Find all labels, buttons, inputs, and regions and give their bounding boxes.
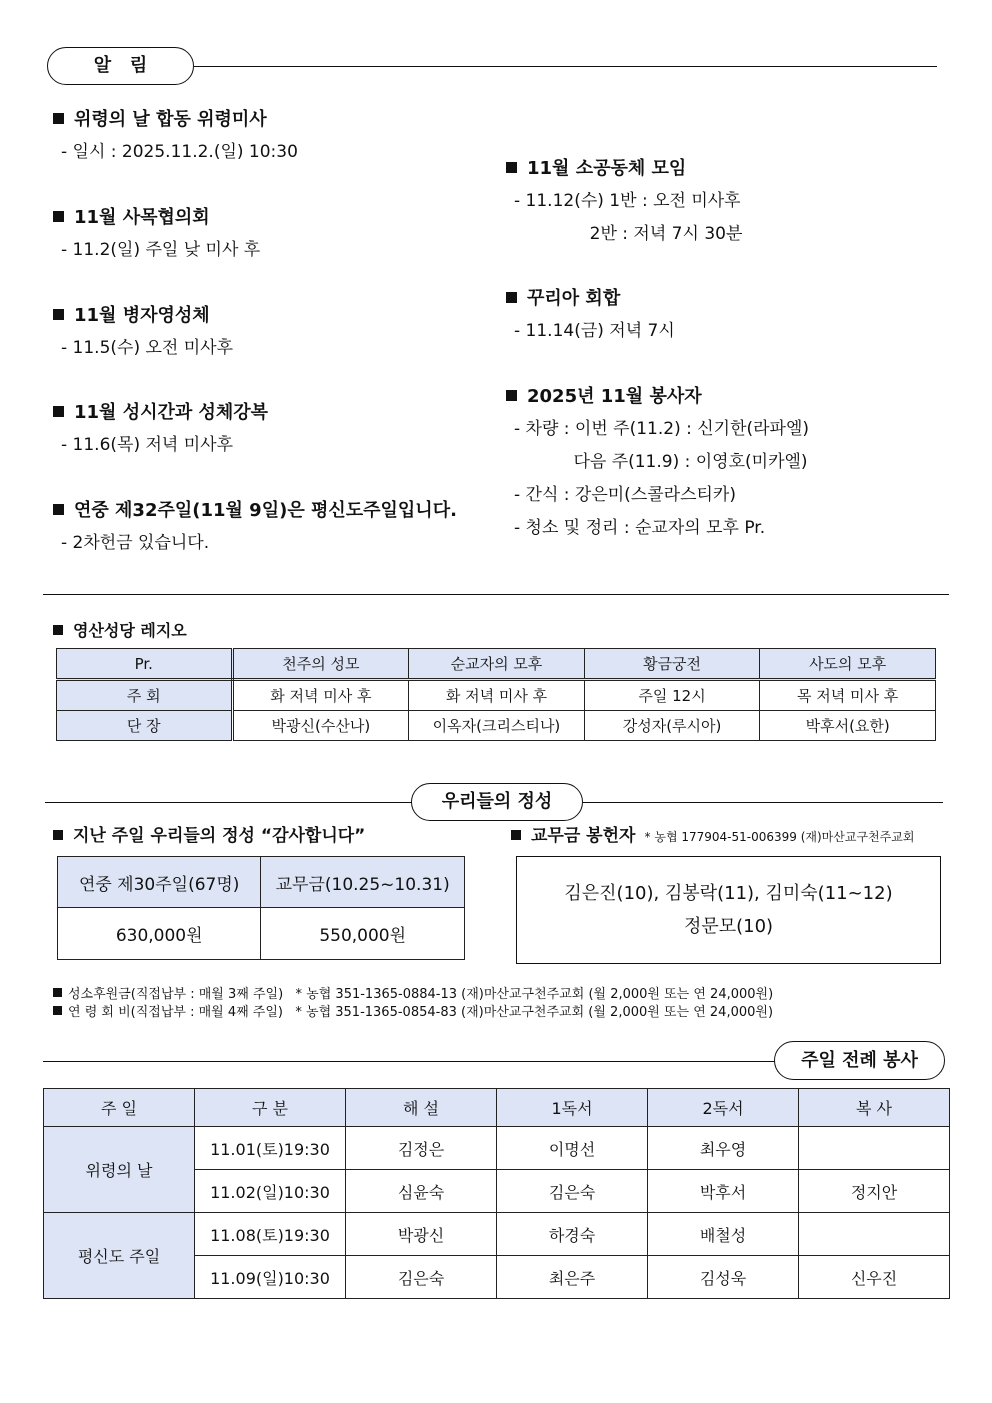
offering-rule-left xyxy=(45,802,412,803)
legio-cell: 화 저녁 미사 후 xyxy=(409,680,585,711)
offering-header-row xyxy=(58,857,465,908)
donor-line: 김은진(10), 김봉락(11), 김미숙(11~12) xyxy=(564,883,893,904)
liturgy-cell: 배철성 xyxy=(648,1213,799,1256)
notice-item-line: - 청소 및 정리 : 순교자의 모후 Pr. xyxy=(514,518,766,538)
notice-item-line: 2반 : 저녁 7시 30분 xyxy=(514,224,743,244)
offering-value-cell: 550,000원 xyxy=(261,908,465,960)
liturgy-header-row xyxy=(44,1089,950,1127)
liturgy-cell: 김은숙 xyxy=(497,1170,648,1213)
square-bullet-icon xyxy=(511,830,521,840)
legio-cell: 목 저녁 미사 후 xyxy=(760,680,936,711)
offering-left-title xyxy=(53,824,365,848)
legio-row-label: 단 장 xyxy=(57,711,233,741)
notice-item-title: 11월 소공동체 모임 xyxy=(527,158,687,179)
notice-item-line: - 11.5(수) 오전 미사후 xyxy=(61,338,233,358)
note-text: (직접납부 : 매월 3째 주일) * 농협 351-1365-0884-13 (재)마산교구천주교회 (월 2,000원 또는 연 24,000원) xyxy=(130,987,774,1002)
notice-item xyxy=(506,385,809,540)
payment-note xyxy=(53,986,773,1022)
notice-item-title: 위령의 날 합동 위령미사 xyxy=(74,109,267,130)
liturgy-header-cell: 주 일 xyxy=(44,1089,195,1127)
legio-header-cell: 사도의 모후 xyxy=(760,649,936,680)
notice-item-title: 2025년 11월 봉사자 xyxy=(527,386,702,407)
note-label: 성소후원금 xyxy=(68,987,131,1002)
liturgy-cell: 박광신 xyxy=(346,1213,497,1256)
liturgy-cell: 심윤숙 xyxy=(346,1170,497,1213)
legio-row xyxy=(57,711,936,741)
section-divider xyxy=(43,594,949,595)
note-text: (직접납부 : 매월 4째 주일) * 농협 351-1365-0854-83 (재)마산교구천주교회 (월 2,000원 또는 연 24,000원) xyxy=(130,1005,774,1020)
legio-row xyxy=(57,680,936,711)
legio-header-cell: 천주의 성모 xyxy=(232,649,409,680)
notice-item xyxy=(53,401,268,457)
notice-item-line: - 11.14(금) 저녁 7시 xyxy=(514,321,675,341)
square-bullet-icon xyxy=(506,292,517,303)
liturgy-group-name: 평신도 주일 xyxy=(44,1213,195,1299)
liturgy-row xyxy=(44,1127,950,1170)
liturgy-cell: 11.01(토)19:30 xyxy=(195,1127,346,1170)
legio-header-cell: 순교자의 모후 xyxy=(409,649,585,680)
liturgy-cell: 정지안 xyxy=(799,1170,950,1213)
liturgy-group-name: 위령의 날 xyxy=(44,1127,195,1213)
liturgy-table xyxy=(43,1088,950,1299)
donor-title-text: 교무금 봉헌자 xyxy=(531,826,636,846)
liturgy-cell: 11.02(일)10:30 xyxy=(195,1170,346,1213)
offering-header-label: 우리들의 정성 xyxy=(441,791,553,812)
offering-table xyxy=(57,856,465,960)
liturgy-cell: 11.08(토)19:30 xyxy=(195,1213,346,1256)
notice-item-line: - 11.2(일) 주일 낮 미사 후 xyxy=(61,240,261,260)
offering-value-row xyxy=(58,908,465,960)
notice-item-line: - 간식 : 강은미(스콜라스티카) xyxy=(514,485,736,505)
square-bullet-icon xyxy=(506,162,517,173)
offering-left-title-text: 지난 주일 우리들의 정성 “감사합니다” xyxy=(73,826,366,846)
notice-item-line: - 2차헌금 있습니다. xyxy=(61,533,210,553)
notice-item-title: 꾸리아 회합 xyxy=(527,288,621,309)
notice-item xyxy=(506,157,742,246)
notice-item xyxy=(53,304,233,360)
notice-header-rule xyxy=(194,66,937,67)
donor-account: * 농협 177904-51-006399 (재)마산교구천주교회 xyxy=(644,830,915,844)
offering-header-cell: 연중 제30주일(67명) xyxy=(58,857,261,908)
legio-header-row xyxy=(57,649,936,680)
square-bullet-icon xyxy=(53,1006,62,1015)
liturgy-cell: 신우진 xyxy=(799,1256,950,1299)
liturgy-header-cell: 구 분 xyxy=(195,1089,346,1127)
liturgy-cell: 김성욱 xyxy=(648,1256,799,1299)
liturgy-cell: 하경숙 xyxy=(497,1213,648,1256)
notice-item-title: 연중 제32주일(11월 9일)은 평신도주일입니다. xyxy=(74,500,457,521)
square-bullet-icon xyxy=(53,988,62,997)
legio-cell: 화 저녁 미사 후 xyxy=(232,680,409,711)
notice-item-line: - 11.12(수) 1반 : 오전 미사후 xyxy=(514,191,741,211)
notice-item xyxy=(506,287,675,343)
notice-item-line: - 11.6(목) 저녁 미사후 xyxy=(61,435,233,455)
legio-row-label: 주 회 xyxy=(57,680,233,711)
liturgy-header-cell: 2독서 xyxy=(648,1089,799,1127)
notice-item-title: 11월 병자영성체 xyxy=(74,305,210,326)
liturgy-cell: 최우영 xyxy=(648,1127,799,1170)
notice-header-label: 알 림 xyxy=(93,55,148,76)
offering-header-cell: 교무금(10.25~10.31) xyxy=(261,857,465,908)
legio-cell: 이옥자(크리스티나) xyxy=(409,711,585,741)
donor-line: 정문모(10) xyxy=(683,916,774,937)
note-label: 연 령 회 비 xyxy=(68,1005,131,1020)
notice-item-line: - 차량 : 이번 주(11.2) : 신기한(라파엘) xyxy=(514,419,810,439)
offering-header-pill xyxy=(411,783,583,821)
liturgy-rule xyxy=(43,1061,775,1062)
liturgy-cell: 박후서 xyxy=(648,1170,799,1213)
notice-item-line: 다음 주(11.9) : 이영호(미카엘) xyxy=(514,452,808,472)
notice-item xyxy=(53,108,298,164)
notice-item-title: 11월 성시간과 성체강복 xyxy=(74,402,269,423)
notice-header-pill xyxy=(47,47,194,85)
notice-item-line: - 일시 : 2025.11.2.(일) 10:30 xyxy=(61,142,298,162)
legio-header-cell: Pr. xyxy=(57,649,233,680)
legio-header-cell: 황금궁전 xyxy=(584,649,760,680)
liturgy-cell xyxy=(799,1213,950,1256)
notice-item-title: 11월 사목협의회 xyxy=(74,207,210,228)
legio-cell: 박후서(요한) xyxy=(760,711,936,741)
liturgy-header-label: 주일 전례 봉사 xyxy=(801,1050,918,1071)
offering-value-cell: 630,000원 xyxy=(58,908,261,960)
notice-item xyxy=(53,206,260,262)
donor-box xyxy=(516,856,941,964)
square-bullet-icon xyxy=(53,309,64,320)
legio-table xyxy=(56,648,936,741)
liturgy-header-cell: 1독서 xyxy=(497,1089,648,1127)
liturgy-header-pill xyxy=(774,1041,945,1080)
donor-title xyxy=(511,824,914,848)
liturgy-cell: 최은주 xyxy=(497,1256,648,1299)
square-bullet-icon xyxy=(53,625,63,635)
legio-title-text: 영산성당 레지오 xyxy=(73,621,187,640)
liturgy-cell: 11.09(일)10:30 xyxy=(195,1256,346,1299)
legio-cell: 강성자(루시아) xyxy=(584,711,760,741)
square-bullet-icon xyxy=(53,113,64,124)
offering-rule-right xyxy=(583,802,943,803)
liturgy-row xyxy=(44,1213,950,1256)
square-bullet-icon xyxy=(506,390,517,401)
legio-title xyxy=(53,619,187,643)
liturgy-cell: 이명선 xyxy=(497,1127,648,1170)
liturgy-cell: 김정은 xyxy=(346,1127,497,1170)
square-bullet-icon xyxy=(53,830,63,840)
liturgy-header-cell: 해 설 xyxy=(346,1089,497,1127)
square-bullet-icon xyxy=(53,406,64,417)
notice-item xyxy=(53,499,457,555)
legio-cell: 박광신(수산나) xyxy=(232,711,409,741)
square-bullet-icon xyxy=(53,211,64,222)
liturgy-cell xyxy=(799,1127,950,1170)
square-bullet-icon xyxy=(53,504,64,515)
liturgy-header-cell: 복 사 xyxy=(799,1089,950,1127)
legio-cell: 주일 12시 xyxy=(584,680,760,711)
liturgy-cell: 김은숙 xyxy=(346,1256,497,1299)
